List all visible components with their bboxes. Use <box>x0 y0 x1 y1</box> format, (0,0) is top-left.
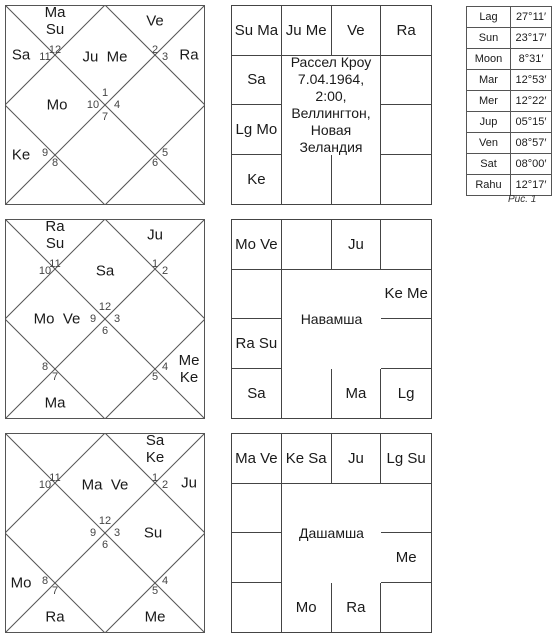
chart-lines <box>5 433 205 633</box>
house-number: 7 <box>101 111 109 123</box>
planet-label: Su <box>45 235 65 252</box>
planet-label: Me <box>178 352 200 369</box>
planet-degree: 12°53′ <box>511 70 552 91</box>
house-number: 1 <box>151 472 159 484</box>
degree-row <box>467 112 552 133</box>
cell-planets: Ju Me <box>285 21 327 39</box>
house-planets <box>144 525 162 542</box>
sign-cell <box>381 484 431 534</box>
center-text-line: 7.04.1964, <box>297 71 365 87</box>
house-number: 12 <box>48 44 62 56</box>
planet-name: Rahu <box>467 175 511 196</box>
house-number: 5 <box>151 371 159 383</box>
house-number: 2 <box>161 479 169 491</box>
sign-cell <box>282 155 332 205</box>
center-text-line: 2:00, <box>315 88 347 104</box>
cell-planets: Ma Ve <box>235 449 278 467</box>
planet-name: Sat <box>467 154 511 175</box>
sign-cell <box>232 434 282 484</box>
planet-label: Ju Me <box>82 48 128 66</box>
planet-degree: 8°31′ <box>511 49 552 70</box>
rasi-south-chart <box>231 5 432 205</box>
sign-cell <box>282 220 332 270</box>
house-number: 7 <box>51 585 59 597</box>
planet-label: Ju <box>147 226 163 244</box>
degree-row <box>467 133 552 154</box>
rasi-north-chart <box>5 5 205 205</box>
center-text-line: Рассел Кроу <box>290 54 372 70</box>
planet-label: Mo <box>46 96 68 114</box>
planet-degree: 12°17′ <box>511 175 552 196</box>
navamsha-south-chart <box>231 219 432 419</box>
house-number: 8 <box>41 575 49 587</box>
sign-cell <box>232 319 282 369</box>
planet-label: Ma <box>44 4 66 21</box>
house-planets <box>82 477 129 494</box>
house-number: 12 <box>98 515 112 527</box>
sign-cell <box>381 105 431 155</box>
sign-cell <box>381 6 431 56</box>
sign-cell <box>381 220 431 270</box>
house-number: 11 <box>39 51 51 63</box>
planet-label: Me <box>144 608 166 626</box>
sign-cell <box>381 533 431 583</box>
center-text-line: Веллингтон, <box>291 105 371 121</box>
planet-name: Moon <box>467 49 511 70</box>
house-number: 3 <box>113 313 121 325</box>
cell-planets: Ju <box>347 449 364 467</box>
house-number: 2 <box>151 44 159 56</box>
degree-row <box>467 91 552 112</box>
sign-cell <box>232 155 282 205</box>
planet-label: Su <box>45 21 65 38</box>
cell-planets: Me <box>395 548 417 566</box>
house-planets <box>45 218 64 252</box>
house-number: 6 <box>151 157 159 169</box>
sign-cell <box>332 369 382 419</box>
planet-label: Mo Ve <box>33 310 81 328</box>
planet-label: Ke <box>179 369 199 386</box>
planet-name: Mar <box>467 70 511 91</box>
sign-cell <box>332 434 382 484</box>
cell-planets: Ju <box>347 235 364 253</box>
house-planets <box>82 49 127 66</box>
cell-planets: Sa <box>247 71 266 89</box>
cell-planets: Ma <box>345 384 367 402</box>
planet-degree: 12°22′ <box>511 91 552 112</box>
sign-cell <box>381 270 431 320</box>
dashamsha-north-chart <box>5 433 205 633</box>
house-number: 5 <box>161 147 169 159</box>
planet-degree: 08°57′ <box>511 133 552 154</box>
house-planets <box>12 147 30 164</box>
house-number: 8 <box>51 157 59 169</box>
house-number: 6 <box>101 539 109 551</box>
cell-planets: Ke Sa <box>285 449 327 467</box>
planet-label: Ve <box>146 12 164 30</box>
house-number: 1 <box>101 87 109 99</box>
planet-name: Ven <box>467 133 511 154</box>
sign-cell <box>282 434 332 484</box>
sign-cell <box>381 56 431 106</box>
house-planets <box>45 609 64 626</box>
house-planets <box>47 97 68 114</box>
planet-label: Ra <box>45 218 65 235</box>
planet-name: Jup <box>467 112 511 133</box>
cell-planets: Lg Mo <box>235 120 278 138</box>
sign-cell <box>232 56 282 106</box>
degree-row <box>467 7 552 28</box>
planet-label: Sa <box>145 432 165 449</box>
house-number: 12 <box>98 301 112 313</box>
planet-degree: 23°17′ <box>511 28 552 49</box>
cell-planets: Ve <box>347 21 365 39</box>
sign-cell <box>232 369 282 419</box>
sign-cell <box>232 270 282 320</box>
center-text-line: Новая Зеландия <box>299 122 363 155</box>
house-number: 8 <box>41 361 49 373</box>
planet-name: Mer <box>467 91 511 112</box>
cell-planets: Ke <box>247 170 266 188</box>
house-number: 11 <box>49 258 61 270</box>
house-number: 10 <box>38 479 52 491</box>
planet-label: Ra <box>45 608 65 626</box>
house-planets <box>147 227 163 244</box>
figure-caption: Рис. 1 <box>508 194 537 205</box>
house-number: 4 <box>113 99 121 111</box>
sign-cell <box>282 369 332 419</box>
house-planets <box>181 475 197 492</box>
cell-planets: Su Ma <box>234 21 279 39</box>
house-number: 10 <box>86 99 100 111</box>
degree-row <box>467 175 552 196</box>
house-number: 9 <box>41 147 49 159</box>
sign-cell <box>381 583 431 633</box>
center-text-line: Навамша <box>300 310 363 327</box>
house-planets <box>45 4 66 38</box>
house-number: 10 <box>38 265 52 277</box>
cell-planets: Ra <box>396 21 416 39</box>
chart-title <box>282 270 382 369</box>
cell-planets: Sa <box>247 384 266 402</box>
dashamsha-south-chart <box>231 433 432 633</box>
sign-cell <box>381 434 431 484</box>
planet-label: Ke <box>145 449 165 466</box>
planet-label: Sa <box>11 46 31 64</box>
sign-cell <box>282 6 332 56</box>
house-planets <box>145 609 166 626</box>
sign-cell <box>332 6 382 56</box>
house-number: 5 <box>151 585 159 597</box>
planet-name: Lag <box>467 7 511 28</box>
house-number: 1 <box>151 258 159 270</box>
house-planets <box>179 352 200 386</box>
house-planets <box>11 575 32 592</box>
planet-label: Ju <box>181 474 197 492</box>
house-number: 9 <box>89 313 97 325</box>
cell-planets: Mo Ve <box>235 235 278 253</box>
house-number: 6 <box>101 325 109 337</box>
sign-cell <box>332 220 382 270</box>
house-planets <box>12 47 30 64</box>
sign-cell <box>232 533 282 583</box>
planet-degree-table <box>466 6 552 196</box>
chart-title <box>282 484 382 583</box>
house-number: 4 <box>161 361 169 373</box>
planet-label: Ra <box>179 46 199 64</box>
planet-label: Ma <box>44 394 66 412</box>
planet-name: Sun <box>467 28 511 49</box>
house-number: 3 <box>161 51 169 63</box>
planet-degree: 27°11′ <box>511 7 552 28</box>
sign-cell <box>381 369 431 419</box>
house-planets <box>96 263 114 280</box>
planet-degree: 05°15′ <box>511 112 552 133</box>
birth-data <box>282 56 382 155</box>
sign-cell <box>381 155 431 205</box>
house-number: 9 <box>89 527 97 539</box>
house-number: 2 <box>161 265 169 277</box>
house-number: 7 <box>51 371 59 383</box>
cell-planets: Lg <box>397 384 415 402</box>
house-planets <box>146 432 164 466</box>
sign-cell <box>232 105 282 155</box>
cell-planets: Ra Su <box>235 334 278 352</box>
cell-planets: Ra <box>346 598 366 616</box>
sign-cell <box>332 583 382 633</box>
planet-degree: 08°00′ <box>511 154 552 175</box>
house-number: 11 <box>49 472 61 484</box>
center-text-line: Дашамша <box>299 524 364 541</box>
house-planets <box>146 13 164 30</box>
sign-cell <box>381 319 431 369</box>
cell-planets: Mo <box>295 598 317 616</box>
sign-cell <box>232 220 282 270</box>
cell-planets: Lg Su <box>386 449 426 467</box>
degree-row <box>467 28 552 49</box>
planet-label: Sa <box>95 262 115 280</box>
house-planets <box>34 311 81 328</box>
degree-row <box>467 49 552 70</box>
house-planets <box>45 395 66 412</box>
planet-label: Ma Ve <box>81 476 129 494</box>
degree-row <box>467 154 552 175</box>
house-number: 4 <box>161 575 169 587</box>
planet-label: Mo <box>10 574 32 592</box>
sign-cell <box>232 583 282 633</box>
sign-cell <box>282 583 332 633</box>
navamsha-north-chart <box>5 219 205 419</box>
planet-label: Ke <box>11 146 31 164</box>
chart-lines <box>5 5 205 205</box>
sign-cell <box>232 484 282 534</box>
cell-planets: Ke Me <box>384 285 428 303</box>
sign-cell <box>232 6 282 56</box>
sign-cell <box>332 155 382 205</box>
degree-row <box>467 70 552 91</box>
planet-label: Su <box>143 524 163 542</box>
house-planets <box>179 47 198 64</box>
house-number: 3 <box>113 527 121 539</box>
